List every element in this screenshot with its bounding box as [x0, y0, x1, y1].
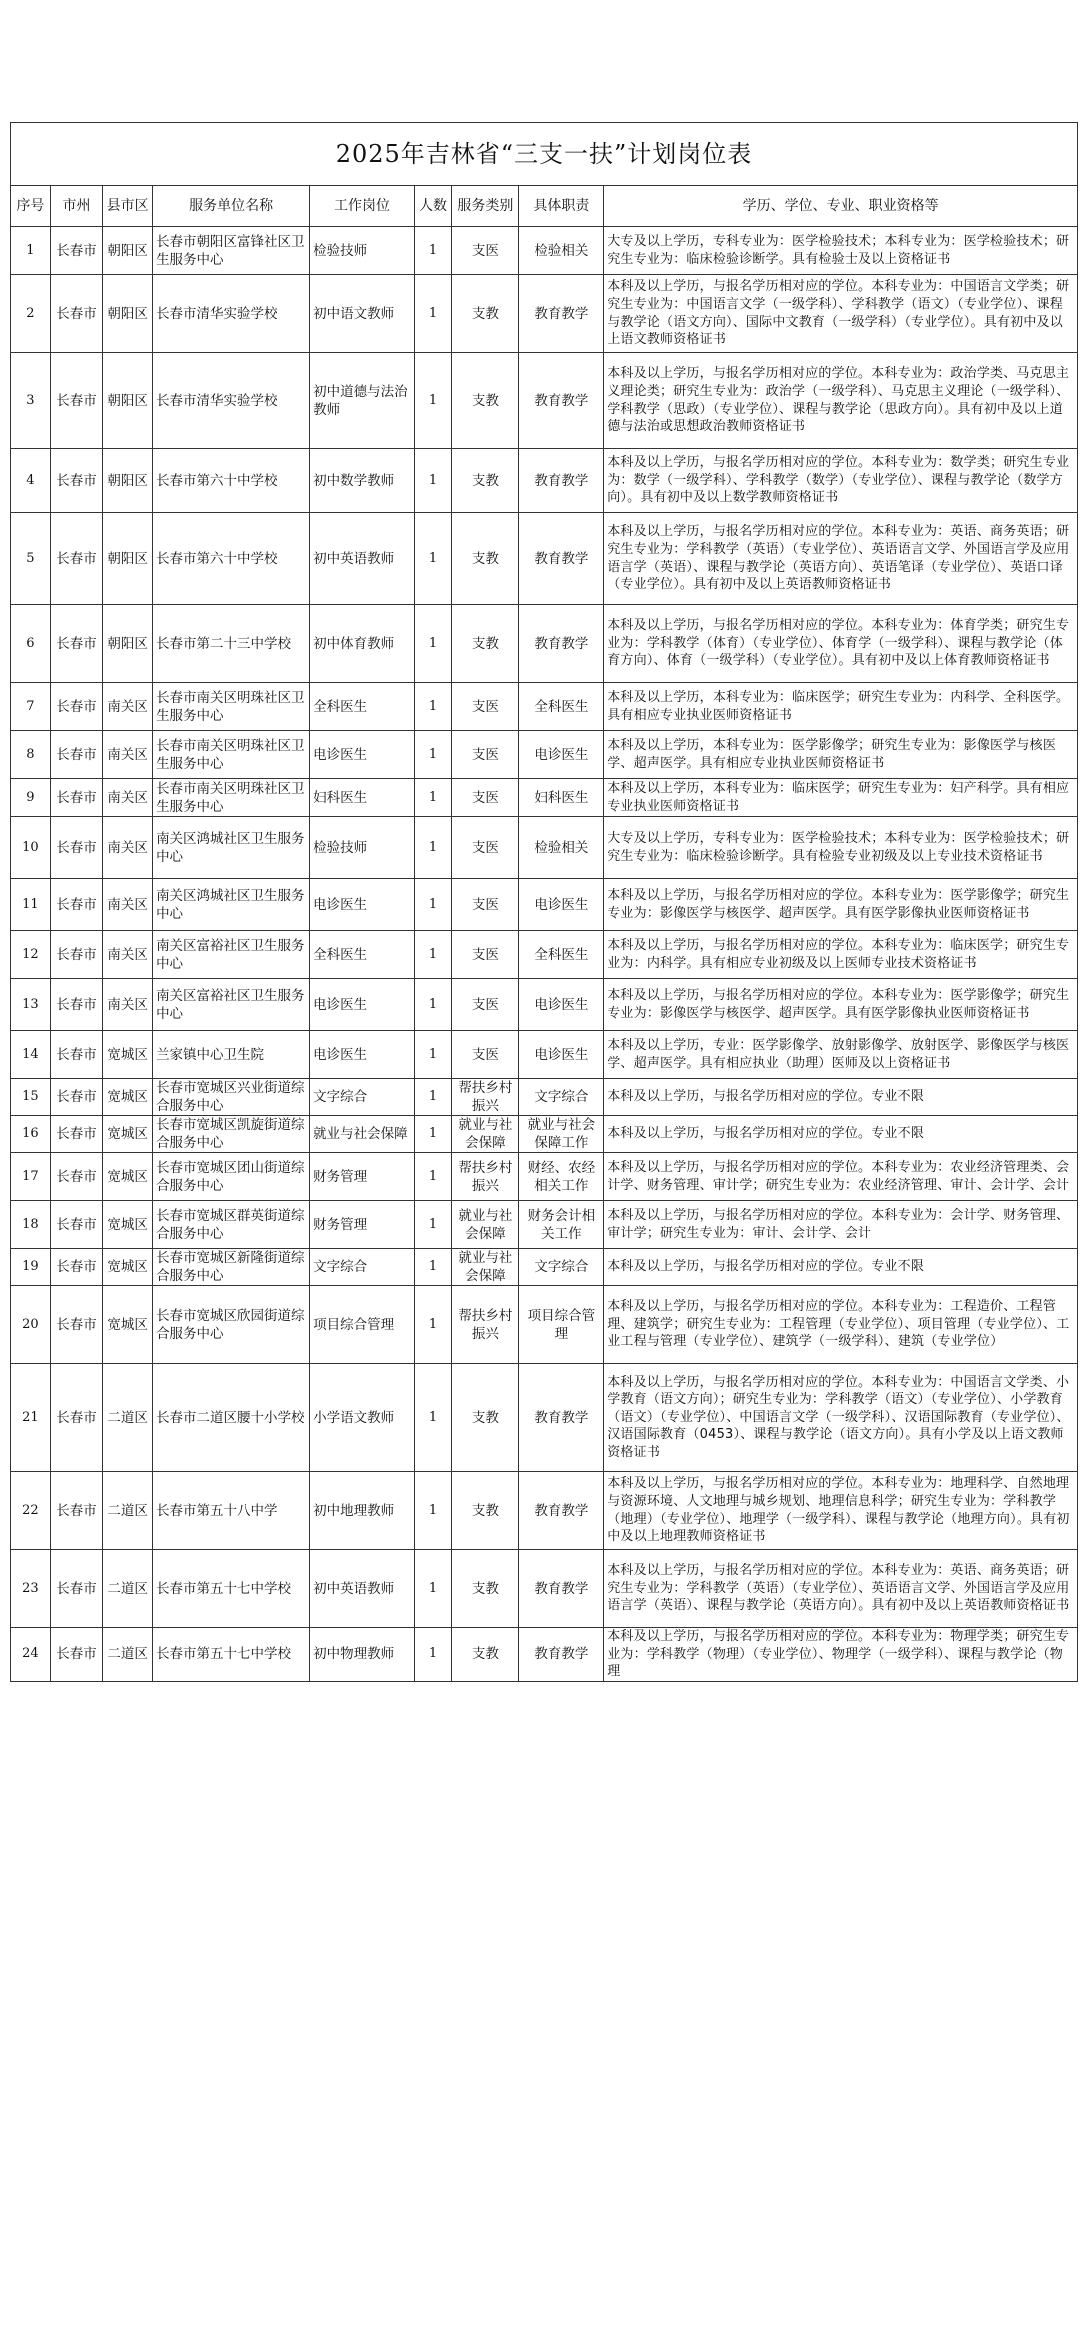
cell-unit: 长春市第二十三中学校: [153, 605, 310, 683]
cell-no: 11: [11, 879, 51, 931]
cell-no: 21: [11, 1364, 51, 1472]
cell-req: 本科及以上学历，与报名学历相对应的学位。本科专业为：地理科学、自然地理与资源环境、人文地理与城乡规划、地理信息科学；研究生专业为：学科教学（地理）（专业学位）、地理学（一级学科）、课程与教学论（地理方向）。具有初中及以上地理教师资格证书: [604, 1472, 1078, 1550]
cell-category: 支医: [452, 979, 519, 1031]
cell-city: 长春市: [50, 1249, 102, 1286]
cell-unit: 长春市清华实验学校: [153, 353, 310, 449]
cell-no: 7: [11, 683, 51, 731]
cell-no: 4: [11, 449, 51, 513]
cell-no: 22: [11, 1472, 51, 1550]
cell-unit: 长春市朝阳区富锋社区卫生服务中心: [153, 227, 310, 275]
cell-category: 支医: [452, 227, 519, 275]
cell-req: 本科及以上学历，本科专业为：临床医学；研究生专业为：妇产科学。具有相应专业执业医师资格证书: [604, 779, 1078, 817]
cell-no: 8: [11, 731, 51, 779]
cell-count: 1: [414, 817, 451, 879]
cell-district: 二道区: [103, 1364, 153, 1472]
cell-duty: 教育教学: [519, 513, 604, 605]
cell-req: 本科及以上学历，与报名学历相对应的学位。本科专业为：数学类；研究生专业为：数学（一级学科）、学科教学（数学）（专业学位）、课程与教学论（数学方向）。具有初中及以上数学教师资格证书: [604, 449, 1078, 513]
cell-req: 本科及以上学历，本科专业为：临床医学；研究生专业为：内科学、全科医学。具有相应专业执业医师资格证书: [604, 683, 1078, 731]
header-cell: 序号: [11, 186, 51, 227]
cell-unit: 长春市第五十七中学校: [153, 1550, 310, 1628]
cell-no: 15: [11, 1079, 51, 1116]
cell-count: 1: [414, 1550, 451, 1628]
cell-count: 1: [414, 275, 451, 353]
cell-unit: 南关区鸿城社区卫生服务中心: [153, 817, 310, 879]
cell-unit: 南关区富裕社区卫生服务中心: [153, 931, 310, 979]
cell-category: 支教: [452, 1472, 519, 1550]
cell-count: 1: [414, 683, 451, 731]
table-row: [11, 1116, 1078, 1153]
table-row: [11, 605, 1078, 683]
cell-city: 长春市: [50, 779, 102, 817]
table-row: [11, 1628, 1078, 1682]
cell-count: 1: [414, 731, 451, 779]
cell-req: 本科及以上学历，与报名学历相对应的学位。本科专业为：医学影像学；研究生专业为：影像医学与核医学、超声医学。具有医学影像执业医师资格证书: [604, 879, 1078, 931]
cell-unit: 长春市第五十七中学校: [153, 1628, 310, 1682]
cell-no: 9: [11, 779, 51, 817]
cell-req: 本科及以上学历，与报名学历相对应的学位。专业不限: [604, 1116, 1078, 1153]
cell-req: 本科及以上学历，与报名学历相对应的学位。本科专业为：英语、商务英语；研究生专业为：学科教学（英语）（专业学位）、英语语言文学、外国语言学及应用语言学（英语）、课程与教学论（英语方向）、英语笔译（专业学位）、英语口译（专业学位）。具有初中及以上英语教师资格证书: [604, 513, 1078, 605]
cell-req: 本科及以上学历，与报名学历相对应的学位。专业不限: [604, 1249, 1078, 1286]
cell-city: 长春市: [50, 979, 102, 1031]
cell-unit: 长春市宽城区凯旋街道综合服务中心: [153, 1116, 310, 1153]
table-header-row: [11, 186, 1078, 227]
cell-req: 本科及以上学历，与报名学历相对应的学位。本科专业为：物理学类；研究生专业为：学科教学（物理）（专业学位）、物理学（一级学科）、课程与教学论（物理: [604, 1628, 1078, 1682]
cell-district: 朝阳区: [103, 605, 153, 683]
cell-duty: 电诊医生: [519, 731, 604, 779]
cell-post: 项目综合管理: [310, 1286, 415, 1364]
cell-req: 大专及以上学历，专科专业为：医学检验技术；本科专业为：医学检验技术；研究生专业为：临床检验诊断学。具有检验士及以上资格证书: [604, 227, 1078, 275]
cell-city: 长春市: [50, 275, 102, 353]
cell-city: 长春市: [50, 1550, 102, 1628]
cell-duty: 全科医生: [519, 683, 604, 731]
cell-req: 本科及以上学历，与报名学历相对应的学位。本科专业为：会计学、财务管理、审计学；研究生专业为：审计、会计学、会计: [604, 1201, 1078, 1249]
cell-post: 初中物理教师: [310, 1628, 415, 1682]
cell-post: 财务管理: [310, 1153, 415, 1201]
cell-count: 1: [414, 1153, 451, 1201]
cell-no: 20: [11, 1286, 51, 1364]
cell-unit: 长春市南关区明珠社区卫生服务中心: [153, 779, 310, 817]
table-row: [11, 1153, 1078, 1201]
cell-duty: 教育教学: [519, 275, 604, 353]
cell-duty: 就业与社会保障工作: [519, 1116, 604, 1153]
cell-city: 长春市: [50, 449, 102, 513]
cell-category: 支医: [452, 683, 519, 731]
table-row: [11, 1550, 1078, 1628]
cell-district: 二道区: [103, 1628, 153, 1682]
cell-count: 1: [414, 1116, 451, 1153]
cell-unit: 长春市第六十中学校: [153, 449, 310, 513]
cell-duty: 教育教学: [519, 605, 604, 683]
cell-category: 支教: [452, 275, 519, 353]
cell-count: 1: [414, 1031, 451, 1079]
header-cell: 服务单位名称: [153, 186, 310, 227]
cell-req: 本科及以上学历，与报名学历相对应的学位。本科专业为：英语、商务英语；研究生专业为：学科教学（英语）（专业学位）、英语语言文学、外国语言学及应用语言学（英语）、课程与教学论（英语方向）。具有初中及以上英语教师资格证书: [604, 1550, 1078, 1628]
cell-category: 支教: [452, 1364, 519, 1472]
header-cell: 人数: [414, 186, 451, 227]
cell-district: 宽城区: [103, 1201, 153, 1249]
cell-post: 初中英语教师: [310, 513, 415, 605]
table-row: [11, 731, 1078, 779]
cell-no: 3: [11, 353, 51, 449]
cell-city: 长春市: [50, 1364, 102, 1472]
cell-count: 1: [414, 1079, 451, 1116]
cell-unit: 长春市宽城区团山街道综合服务中心: [153, 1153, 310, 1201]
cell-no: 18: [11, 1201, 51, 1249]
cell-city: 长春市: [50, 1286, 102, 1364]
cell-no: 2: [11, 275, 51, 353]
cell-no: 14: [11, 1031, 51, 1079]
cell-unit: 长春市第五十八中学: [153, 1472, 310, 1550]
cell-post: 全科医生: [310, 931, 415, 979]
cell-post: 初中数学教师: [310, 449, 415, 513]
cell-category: 就业与社会保障: [452, 1249, 519, 1286]
cell-city: 长春市: [50, 605, 102, 683]
cell-post: 文字综合: [310, 1079, 415, 1116]
cell-post: 就业与社会保障: [310, 1116, 415, 1153]
cell-city: 长春市: [50, 1079, 102, 1116]
cell-req: 本科及以上学历，与报名学历相对应的学位。专业不限: [604, 1079, 1078, 1116]
cell-req: 本科及以上学历，与报名学历相对应的学位。本科专业为：农业经济管理类、会计学、财务管理、审计学；研究生专业为：农业经济管理、审计、会计学、会计: [604, 1153, 1078, 1201]
cell-duty: 妇科医生: [519, 779, 604, 817]
cell-unit: 长春市清华实验学校: [153, 275, 310, 353]
table-title: 2025年吉林省“三支一扶”计划岗位表: [11, 123, 1078, 186]
cell-duty: 教育教学: [519, 353, 604, 449]
cell-count: 1: [414, 1472, 451, 1550]
header-cell: 工作岗位: [310, 186, 415, 227]
cell-post: 初中道德与法治教师: [310, 353, 415, 449]
cell-count: 1: [414, 353, 451, 449]
cell-req: 本科及以上学历，与报名学历相对应的学位。本科专业为：临床医学；研究生专业为：内科学。具有相应专业初级及以上医师专业技术资格证书: [604, 931, 1078, 979]
cell-category: 帮扶乡村振兴: [452, 1286, 519, 1364]
cell-city: 长春市: [50, 513, 102, 605]
table-body: [11, 227, 1078, 1682]
table-row: [11, 683, 1078, 731]
cell-post: 文字综合: [310, 1249, 415, 1286]
table-row: [11, 1286, 1078, 1364]
cell-city: 长春市: [50, 1031, 102, 1079]
cell-category: 就业与社会保障: [452, 1116, 519, 1153]
header-cell: 县市区: [103, 186, 153, 227]
table-row: [11, 275, 1078, 353]
cell-count: 1: [414, 979, 451, 1031]
cell-no: 16: [11, 1116, 51, 1153]
table-row: [11, 513, 1078, 605]
cell-city: 长春市: [50, 1628, 102, 1682]
table-row: [11, 931, 1078, 979]
cell-no: 24: [11, 1628, 51, 1682]
cell-category: 支教: [452, 449, 519, 513]
cell-district: 朝阳区: [103, 353, 153, 449]
cell-duty: 项目综合管理: [519, 1286, 604, 1364]
cell-district: 南关区: [103, 683, 153, 731]
cell-category: 帮扶乡村振兴: [452, 1079, 519, 1116]
cell-unit: 长春市二道区腰十小学校: [153, 1364, 310, 1472]
cell-duty: 教育教学: [519, 1628, 604, 1682]
cell-post: 小学语文教师: [310, 1364, 415, 1472]
cell-category: 支医: [452, 931, 519, 979]
cell-district: 宽城区: [103, 1079, 153, 1116]
header-cell: 服务类别: [452, 186, 519, 227]
cell-district: 朝阳区: [103, 275, 153, 353]
cell-duty: 电诊医生: [519, 979, 604, 1031]
cell-district: 宽城区: [103, 1031, 153, 1079]
table-row: [11, 879, 1078, 931]
cell-category: 帮扶乡村振兴: [452, 1153, 519, 1201]
cell-district: 宽城区: [103, 1153, 153, 1201]
cell-category: 支医: [452, 817, 519, 879]
cell-no: 6: [11, 605, 51, 683]
cell-post: 初中地理教师: [310, 1472, 415, 1550]
cell-city: 长春市: [50, 879, 102, 931]
header-cell: 具体职责: [519, 186, 604, 227]
cell-category: 支教: [452, 513, 519, 605]
cell-unit: 长春市宽城区群英街道综合服务中心: [153, 1201, 310, 1249]
cell-req: 本科及以上学历，专业：医学影像学、放射影像学、放射医学、影像医学与核医学、超声医学。具有相应执业（助理）医师及以上资格证书: [604, 1031, 1078, 1079]
cell-city: 长春市: [50, 1472, 102, 1550]
cell-category: 支教: [452, 353, 519, 449]
cell-district: 二道区: [103, 1550, 153, 1628]
cell-unit: 长春市宽城区欣园街道综合服务中心: [153, 1286, 310, 1364]
cell-duty: 电诊医生: [519, 1031, 604, 1079]
cell-post: 初中体育教师: [310, 605, 415, 683]
cell-city: 长春市: [50, 683, 102, 731]
cell-district: 朝阳区: [103, 449, 153, 513]
cell-no: 17: [11, 1153, 51, 1201]
cell-district: 南关区: [103, 879, 153, 931]
table-row: [11, 817, 1078, 879]
cell-count: 1: [414, 1286, 451, 1364]
cell-district: 朝阳区: [103, 513, 153, 605]
cell-district: 南关区: [103, 979, 153, 1031]
table-row: [11, 1031, 1078, 1079]
cell-city: 长春市: [50, 1201, 102, 1249]
cell-unit: 南关区鸿城社区卫生服务中心: [153, 879, 310, 931]
cell-post: 财务管理: [310, 1201, 415, 1249]
table-row: [11, 779, 1078, 817]
header-cell: 市州: [50, 186, 102, 227]
position-table: [10, 122, 1078, 1682]
cell-duty: 财经、农经相关工作: [519, 1153, 604, 1201]
cell-category: 支医: [452, 779, 519, 817]
cell-no: 5: [11, 513, 51, 605]
cell-count: 1: [414, 513, 451, 605]
cell-count: 1: [414, 1201, 451, 1249]
table-row: [11, 1201, 1078, 1249]
table-row: [11, 979, 1078, 1031]
cell-district: 南关区: [103, 779, 153, 817]
cell-duty: 教育教学: [519, 1472, 604, 1550]
cell-city: 长春市: [50, 731, 102, 779]
cell-district: 南关区: [103, 731, 153, 779]
cell-count: 1: [414, 879, 451, 931]
cell-category: 支医: [452, 731, 519, 779]
cell-count: 1: [414, 227, 451, 275]
cell-duty: 财务会计相关工作: [519, 1201, 604, 1249]
cell-post: 全科医生: [310, 683, 415, 731]
cell-count: 1: [414, 1249, 451, 1286]
cell-req: 本科及以上学历，与报名学历相对应的学位。本科专业为：政治学类、马克思主义理论类；研究生专业为：政治学（一级学科）、马克思主义理论（一级学科）、学科教学（思政）（专业学位）、课程与教学论（思政方向）。具有初中及以上道德与法治或思想政治教师资格证书: [604, 353, 1078, 449]
cell-post: 检验技师: [310, 227, 415, 275]
cell-district: 宽城区: [103, 1286, 153, 1364]
cell-count: 1: [414, 1364, 451, 1472]
cell-req: 本科及以上学历，与报名学历相对应的学位。本科专业为：中国语言文学类；研究生专业为：中国语言文学（一级学科）、学科教学（语文）（专业学位）、课程与教学论（语文方向）、国际中文教育（一级学科）（专业学位）。具有初中及以上语文教师资格证书: [604, 275, 1078, 353]
table-row: [11, 1364, 1078, 1472]
cell-duty: 教育教学: [519, 449, 604, 513]
cell-unit: 长春市第六十中学校: [153, 513, 310, 605]
cell-req: 本科及以上学历，与报名学历相对应的学位。本科专业为：医学影像学；研究生专业为：影像医学与核医学、超声医学。具有医学影像执业医师资格证书: [604, 979, 1078, 1031]
cell-district: 宽城区: [103, 1249, 153, 1286]
cell-no: 12: [11, 931, 51, 979]
table-row: [11, 353, 1078, 449]
cell-category: 支医: [452, 879, 519, 931]
cell-req: 本科及以上学历，与报名学历相对应的学位。本科专业为：体育学类；研究生专业为：学科教学（体育）（专业学位）、体育学（一级学科）、课程与教学论（体育方向）、体育（一级学科）（专业学位）。具有初中及以上体育教师资格证书: [604, 605, 1078, 683]
cell-req: 本科及以上学历，与报名学历相对应的学位。本科专业为：工程造价、工程管理、建筑学；研究生专业为：工程管理（专业学位）、项目管理（专业学位）、工业工程与管理（专业学位）、建筑学（一级学科）、建筑（专业学位）: [604, 1286, 1078, 1364]
cell-count: 1: [414, 931, 451, 979]
cell-duty: 教育教学: [519, 1364, 604, 1472]
cell-post: 妇科医生: [310, 779, 415, 817]
table-row: [11, 1249, 1078, 1286]
cell-post: 初中英语教师: [310, 1550, 415, 1628]
cell-no: 1: [11, 227, 51, 275]
cell-unit: 南关区富裕社区卫生服务中心: [153, 979, 310, 1031]
cell-city: 长春市: [50, 1153, 102, 1201]
cell-district: 朝阳区: [103, 227, 153, 275]
cell-post: 电诊医生: [310, 979, 415, 1031]
cell-req: 本科及以上学历，与报名学历相对应的学位。本科专业为：中国语言文学类、小学教育（语文方向）；研究生专业为：学科教学（语文）（专业学位）、小学教育（语文）（专业学位）、中国语言文学（一级学科）、汉语国际教育（专业学位）、汉语国际教育（0453）、课程与教学论（语文方向）。具有小学及以上语文教师资格证书: [604, 1364, 1078, 1472]
position-table-sheet: [10, 122, 1078, 1682]
cell-post: 检验技师: [310, 817, 415, 879]
cell-req: 本科及以上学历，本科专业为：医学影像学；研究生专业为：影像医学与核医学、超声医学。具有相应专业执业医师资格证书: [604, 731, 1078, 779]
table-row: [11, 1079, 1078, 1116]
cell-district: 二道区: [103, 1472, 153, 1550]
cell-unit: 长春市宽城区兴业街道综合服务中心: [153, 1079, 310, 1116]
cell-count: 1: [414, 449, 451, 513]
cell-duty: 教育教学: [519, 1550, 604, 1628]
table-row: [11, 449, 1078, 513]
cell-unit: 兰家镇中心卫生院: [153, 1031, 310, 1079]
cell-count: 1: [414, 605, 451, 683]
cell-city: 长春市: [50, 931, 102, 979]
cell-post: 初中语文教师: [310, 275, 415, 353]
cell-city: 长春市: [50, 1116, 102, 1153]
table-row: [11, 227, 1078, 275]
cell-city: 长春市: [50, 353, 102, 449]
cell-category: 支医: [452, 1031, 519, 1079]
cell-post: 电诊医生: [310, 731, 415, 779]
cell-city: 长春市: [50, 227, 102, 275]
cell-duty: 检验相关: [519, 227, 604, 275]
cell-duty: 电诊医生: [519, 879, 604, 931]
cell-category: 支教: [452, 1550, 519, 1628]
cell-unit: 长春市南关区明珠社区卫生服务中心: [153, 731, 310, 779]
cell-category: 支教: [452, 1628, 519, 1682]
cell-duty: 检验相关: [519, 817, 604, 879]
cell-no: 19: [11, 1249, 51, 1286]
cell-district: 宽城区: [103, 1116, 153, 1153]
cell-district: 南关区: [103, 817, 153, 879]
cell-unit: 长春市南关区明珠社区卫生服务中心: [153, 683, 310, 731]
table-row: [11, 1472, 1078, 1550]
cell-count: 1: [414, 1628, 451, 1682]
cell-duty: 文字综合: [519, 1079, 604, 1116]
cell-post: 电诊医生: [310, 879, 415, 931]
cell-category: 就业与社会保障: [452, 1201, 519, 1249]
cell-req: 大专及以上学历，专科专业为：医学检验技术；本科专业为：医学检验技术；研究生专业为：临床检验诊断学。具有检验专业初级及以上专业技术资格证书: [604, 817, 1078, 879]
cell-no: 23: [11, 1550, 51, 1628]
cell-city: 长春市: [50, 817, 102, 879]
cell-post: 电诊医生: [310, 1031, 415, 1079]
cell-duty: 全科医生: [519, 931, 604, 979]
cell-count: 1: [414, 779, 451, 817]
cell-no: 10: [11, 817, 51, 879]
cell-district: 南关区: [103, 931, 153, 979]
cell-category: 支教: [452, 605, 519, 683]
cell-unit: 长春市宽城区新隆街道综合服务中心: [153, 1249, 310, 1286]
cell-duty: 文字综合: [519, 1249, 604, 1286]
cell-no: 13: [11, 979, 51, 1031]
header-cell: 学历、学位、专业、职业资格等: [604, 186, 1078, 227]
